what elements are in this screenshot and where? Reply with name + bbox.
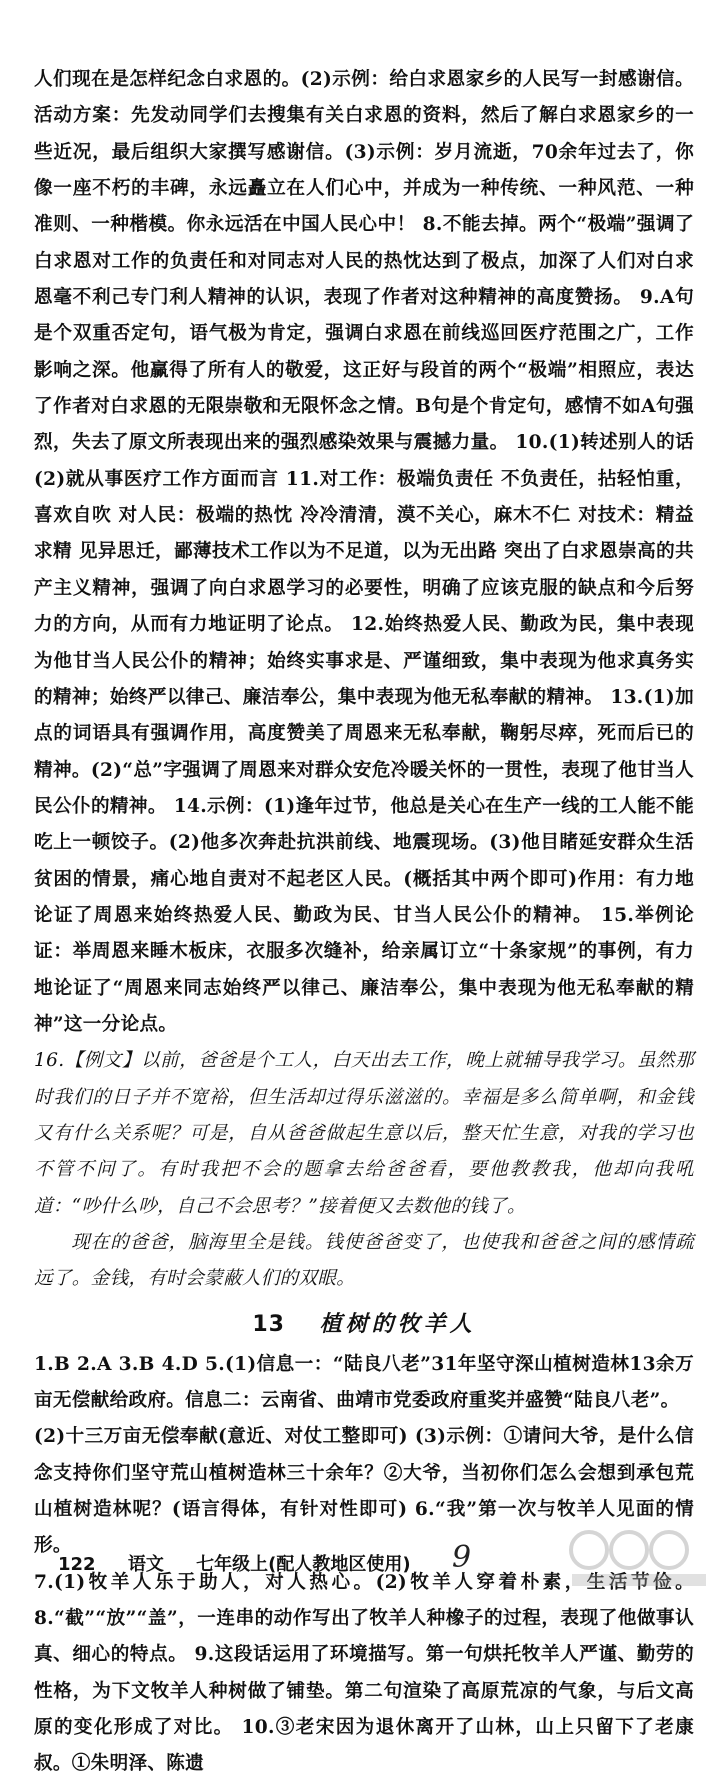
model-essay-paragraph-2: 现在的爸爸，脑海里全是钱。钱使爸爸变了，也使我和爸爸之间的感情疏远了。金钱，有时会蒙蔽人们的双眼。 [34,1232,694,1290]
answer-line-2: (2)十三万亩无偿奉献(意近、对仗工整即可) (3)示例：①请问大爷，是什么信念支持你们坚守荒山植树造林三十余年？②大爷，当初你们怎么会想到承包荒山植树造林呢？(语言得体，有针对性即可) 6.“我”第一次与牧羊人见面的情形。 [34,1426,694,1557]
model-essay-paragraph-1: 16.【例文】以前，爸爸是个工人，白天出去工作，晚上就辅导我学习。虽然那时我们的日子并不宽裕，但生活却过得乐滋滋的。幸福是多么简单啊，和金钱又有什么关系呢？可是，自从爸爸做起生意以后，整天忙生意，对我的学习也不管不问了。有时我把不会的题拿去给爸爸看，要他教教我，他却向我吼道：“吵什么吵，自己不会思考？”接着便又去数他的钱了。 [34,1050,694,1217]
footer-subject: 语文 [127,1554,164,1575]
lesson-heading [34,1304,694,1345]
lesson-number: 13 [252,1311,285,1337]
answer-paragraph-lesson12: 人们现在是怎样纪念白求恩的。(2)示例：给白求恩家乡的人民写一封感谢信。活动方案：先发动同学们去搜集有关白求恩的资料，然后了解白求恩家乡的一些近况，最后组织大家撰写感谢信。(3)示例：岁月流逝，70余年过去了，你像一座不朽的丰碑，永远矗立在人们心中，并成为一种传统、一种风范、一种准则、一种楷模。你永远活在中国人民心中！ 8.不能去掉。两个“极端”强调了白求恩对工作的负责任和对同志对人民的热忱达到了极点，加深了人们对白求恩毫不利己专门利人精神的认识，表现了作者对这种精神的高度赞扬。 9.A句是个双重否定句，语气极为肯定，强调白求恩在前线巡回医疗范围之广，工作影响之深。他赢得了所有人的敬爱，这正好与段首的两个“极端”相照应，表达了作者对白求恩的无限崇敬和无限怀念之情。B句是个肯定句，感情不如A句强烈，失去了原文所表现出来的强烈感染效果与震撼力量。 10.(1)转述别人的话 (2)就从事医疗工作方面而言 11.对工作：极端负责任 不负责任，拈轻怕重，喜欢自吹 对人民：极端的热忱 冷冷清清，漠不关心，麻木不仁 对技术：精益求精 见异思迁，鄙薄技术工作以为不足道，以为无出路 突出了白求恩崇高的共产主义精神，强调了向白求恩学习的必要性，明确了应该克服的缺点和今后努力的方向，从而有力地证明了论点。 12.始终热爱人民、勤政为民，集中表现为他甘当人民公仆的精神；始终实事求是、严谨细致，集中表现为他求真务实的精神；始终严以律己、廉洁奉公，集中表现为他无私奉献的精神。 13.(1)加点的词语具有强调作用，高度赞美了周恩来无私奉献，鞠躬尽瘁，死而后已的精神。(2)“总”字强调了周恩来对群众安危冷暖关怀的一贯性，表现了他甘当人民公仆的精神。 14.示例：(1)逢年过节，他总是关心在生产一线的工人能不能吃上一顿饺子。(2)他多次奔赴抗洪前线、地震现场。(3)他目睹延安群众生活贫困的情景，痛心地自责对不起老区人民。(概括其中两个即可)作用：有力地论证了周恩来始终热爱人民、勤政为民、甘当人民公仆的精神。 15.举例论证：举周恩来睡木板床，衣服多次缝补，给亲属订立“十条家规”的事例，有力地论证了“周恩来同志始终严以律己、廉洁奉公，集中表现为他无私奉献的精神”这一分论点。 [34,69,694,1035]
lesson-title: 植树的牧羊人 [319,1310,476,1337]
footer-grade: 七年级上(配人教地区使用) [196,1554,411,1575]
answer-line-1: 1.B 2.A 3.B 4.D 5.(1)信息一：“陆良八老”31年坚守深山植树造林13余万亩无偿献给政府。信息二：云南省、曲靖市党委政府重奖并盛赞“陆良八老”。 [34,1353,694,1412]
handwritten-mark: 9 [452,1540,472,1575]
watermark-logo-icon [564,1522,714,1592]
page-footer [58,1550,437,1576]
answer-line-3: 7.(1)牧羊人乐于助人，对人热心。(2)牧羊人穿着朴素，生活节俭。 8.“截”“放”“盖”，一连串的动作写出了牧羊人种橡子的过程，表现了他做事认真、细心的特点。 9.这段话运用了环境描写。第一句烘托牧羊人严谨、勤劳的性格，为下文牧羊人种树做了铺垫。第二句渲染了高原荒凉的气象，与后文高原的变化形成了对比。 10.③老宋因为退休离开了山林，山上只留下了老康叔。①朱明泽、陈遗 [34,1571,694,1775]
page-number: 122 [58,1554,96,1575]
